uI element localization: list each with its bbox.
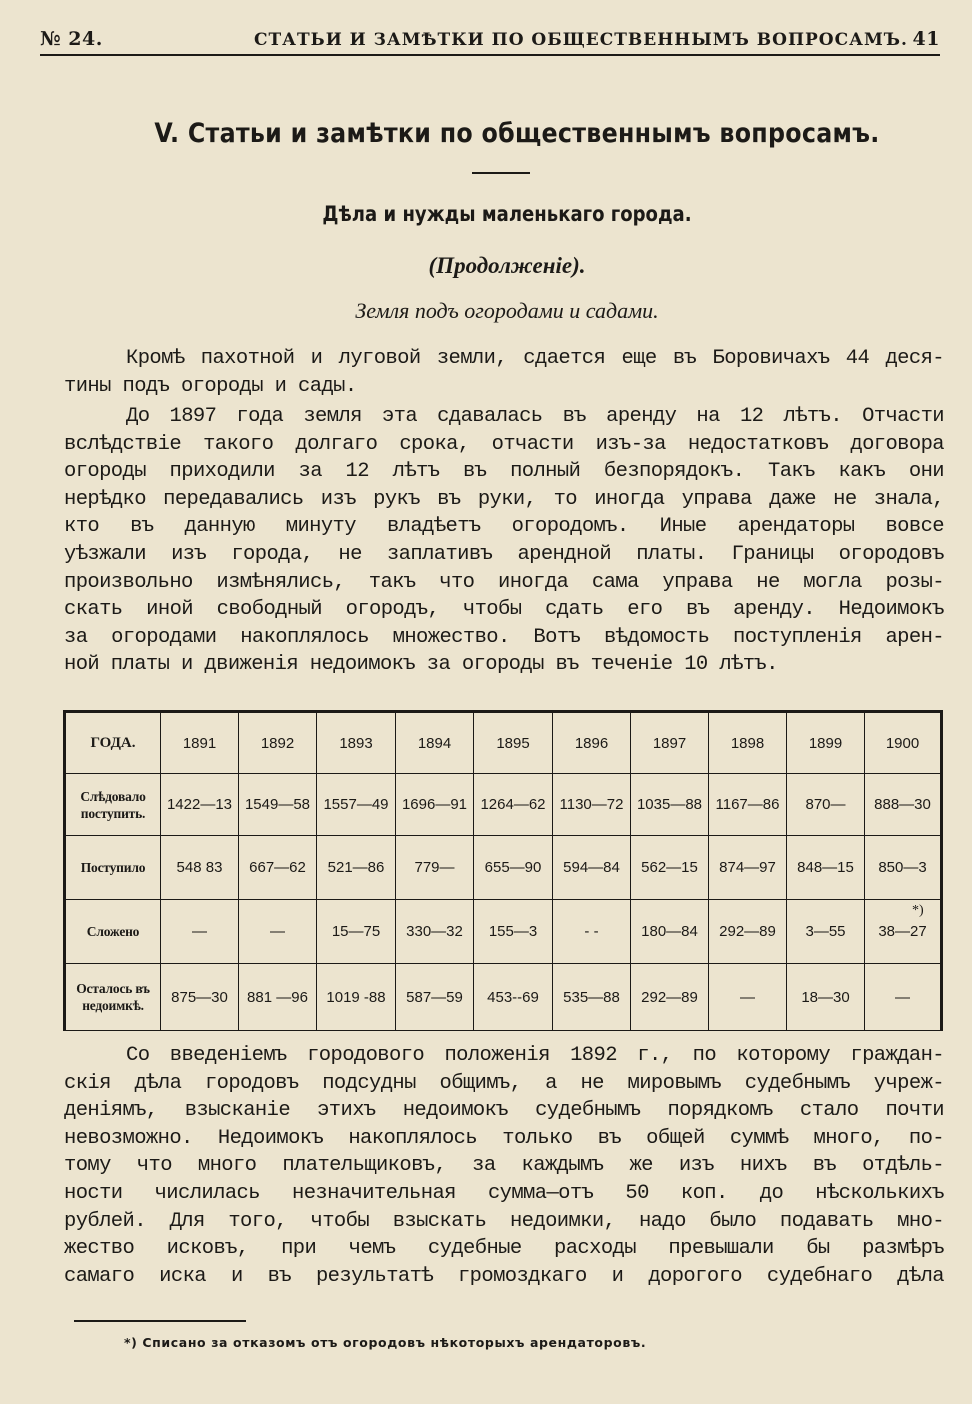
year-header: 1895 xyxy=(474,712,553,774)
table-cell: 562—15 xyxy=(631,836,709,900)
table-cell: 587—59 xyxy=(396,964,474,1031)
table-cell: 535—88 xyxy=(553,964,631,1031)
table-cell: 850—3 xyxy=(865,836,942,900)
table-cell: - - xyxy=(553,900,631,964)
table-cell: 1019 -88 xyxy=(317,964,396,1031)
arrears-table xyxy=(63,710,940,1029)
paragraph-line: нерѣдко передавались изъ рукъ въ руки, то иногда управа даже не знала, xyxy=(64,487,944,511)
chapter-title: V. Статьи и замѣтки по общественнымъ вопросамъ. xyxy=(154,118,880,149)
paragraph-line: До 1897 года земля эта сдавалась въ аренду на 12 лѣтъ. Отчасти xyxy=(126,405,944,428)
page-number: 41 xyxy=(912,28,940,50)
issue-number: № 24. xyxy=(40,28,103,50)
table-cell: 15—75 xyxy=(317,900,396,964)
table-cell: 1422—13 xyxy=(161,774,239,836)
row-label: Поступило xyxy=(65,836,161,900)
table-cell: — xyxy=(709,964,787,1031)
table-cell: 3—55 xyxy=(787,900,865,964)
table-cell: 779— xyxy=(396,836,474,900)
year-header: 1897 xyxy=(631,712,709,774)
paragraph-1 xyxy=(64,345,944,400)
year-header: 1892 xyxy=(239,712,317,774)
table-footnote-marker: *) xyxy=(912,903,924,918)
paragraph-3 xyxy=(64,1042,944,1290)
table-cell: 180—84 xyxy=(631,900,709,964)
table-cell: 548 83 xyxy=(161,836,239,900)
footnote: *) Списано за отказомъ отъ огородовъ нѣкоторыхъ арендаторовъ. xyxy=(124,1335,647,1350)
paragraph-line: скать иной свободный огородъ, чтобы сдать его въ аренду. Недоимокъ xyxy=(64,598,944,622)
table-cell: 874—97 xyxy=(709,836,787,900)
year-header: 1891 xyxy=(161,712,239,774)
table-cell: 881 —96 xyxy=(239,964,317,1031)
year-header: 1894 xyxy=(396,712,474,774)
paragraph-2 xyxy=(64,403,944,679)
table-row xyxy=(65,774,942,836)
table-row xyxy=(65,900,942,964)
table-cell: 1549—58 xyxy=(239,774,317,836)
table-cell: 1557—49 xyxy=(317,774,396,836)
paragraph-line: деніямъ, взысканіе этихъ недоимокъ судебнымъ порядкомъ стало почти xyxy=(64,1099,944,1123)
paragraph-line: кто въ данную минуту владѣетъ огородомъ. Иные арендаторы вовсе xyxy=(64,515,944,539)
year-header: 1893 xyxy=(317,712,396,774)
article-title: Дѣла и нужды маленькаго города. xyxy=(322,202,692,226)
row-label: Сложено xyxy=(65,900,161,964)
paragraph-line: скія дѣла городовъ подсудны общимъ, а не мировымъ судебнымъ учреж- xyxy=(64,1071,944,1095)
table-cell: 18—30 xyxy=(787,964,865,1031)
table-corner-label: ГОДА. xyxy=(65,712,161,774)
table-cell: 888—30 xyxy=(865,774,942,836)
paragraph-line: невозможно. Недоимокъ накоплялось только въ общей суммѣ много, по- xyxy=(64,1126,944,1150)
paragraph-line: тому что много плательщиковъ, за каждымъ же изъ нихъ въ отдѣль- xyxy=(64,1154,944,1178)
table-cell: 521—86 xyxy=(317,836,396,900)
continuation-label: (Продолженіе). xyxy=(428,253,586,278)
year-header: 1896 xyxy=(553,712,631,774)
paragraph-line: произвольно измѣнялись, такъ что иногда сама управа не могла розы- xyxy=(64,570,944,594)
table-cell: — xyxy=(239,900,317,964)
table-cell: 667—62 xyxy=(239,836,317,900)
paragraph-line: рублей. Для того, чтобы взыскать недоимки, надо было подавать мно- xyxy=(64,1209,944,1233)
paragraph-line: уѣзжали изъ города, не заплативъ арендной платы. Границы огородовъ xyxy=(64,542,944,566)
year-header: 1900 xyxy=(865,712,942,774)
table-cell: 875—30 xyxy=(161,964,239,1031)
table-cell: — xyxy=(865,964,942,1031)
row-label: Осталось въ недоимкѣ. xyxy=(65,964,161,1031)
table-cell: 1167—86 xyxy=(709,774,787,836)
header-rule xyxy=(40,54,940,56)
table-cell: 38—27 xyxy=(865,900,942,964)
subheading: Земля подъ огородами и садами. xyxy=(355,298,659,323)
paragraph-line: ности числилась незначительная сумма—отъ 50 коп. до нѣсколькихъ xyxy=(64,1181,944,1205)
table-cell: 453--69 xyxy=(474,964,553,1031)
table-row xyxy=(65,964,942,1031)
table-header-row xyxy=(65,712,942,774)
title-rule xyxy=(472,172,530,174)
running-header xyxy=(40,28,940,52)
table-cell: 848—15 xyxy=(787,836,865,900)
paragraph-line: вслѣдствіе такого долгаго срока, отчасти изъ-за недостатковъ договора xyxy=(64,432,944,456)
table-cell: 292—89 xyxy=(709,900,787,964)
table-cell: 655—90 xyxy=(474,836,553,900)
table-cell: — xyxy=(161,900,239,964)
paragraph-line: Со введеніемъ городового положенія 1892 г., по которому граждан- xyxy=(126,1044,944,1067)
paragraph-line: огороды приходили за 12 лѣтъ въ полный безпорядокъ. Такъ какъ они xyxy=(64,460,944,484)
table-cell: 1035—88 xyxy=(631,774,709,836)
table-cell: 594—84 xyxy=(553,836,631,900)
row-label: Слѣдовало поступить. xyxy=(65,774,161,836)
paragraph-line: ной платы и движенія недоимокъ за огороды въ теченіе 10 лѣтъ. xyxy=(64,653,778,677)
paragraph-line: за огородами накоплялось множество. Вотъ вѣдомость поступленія арен- xyxy=(64,625,944,649)
year-header: 1898 xyxy=(709,712,787,774)
table-cell: 870— xyxy=(787,774,865,836)
paragraph-line: самаго иска и въ результатѣ громоздкаго и дорогого судебнаго дѣла xyxy=(64,1264,944,1288)
paragraph-line: тины подъ огороды и сады. xyxy=(64,374,357,398)
table-row xyxy=(65,836,942,900)
footnote-rule xyxy=(74,1320,246,1322)
year-header: 1899 xyxy=(787,712,865,774)
table-cell: 1696—91 xyxy=(396,774,474,836)
table-cell: 1130—72 xyxy=(553,774,631,836)
paragraph-line: Кромѣ пахотной и луговой земли, сдается еще въ Боровичахъ 44 деся- xyxy=(126,347,944,370)
running-section-title: СТАТЬИ И ЗАМѢТКИ ПО ОБЩЕСТВЕННЫМЪ ВОПРОСАМЪ. xyxy=(254,30,908,50)
table-cell: 330—32 xyxy=(396,900,474,964)
table-cell: 292—89 xyxy=(631,964,709,1031)
table-cell: 1264—62 xyxy=(474,774,553,836)
paragraph-line: жество исковъ, при чемъ судебные расходы превышали бы размѣръ xyxy=(64,1237,944,1261)
table-cell: 155—3 xyxy=(474,900,553,964)
